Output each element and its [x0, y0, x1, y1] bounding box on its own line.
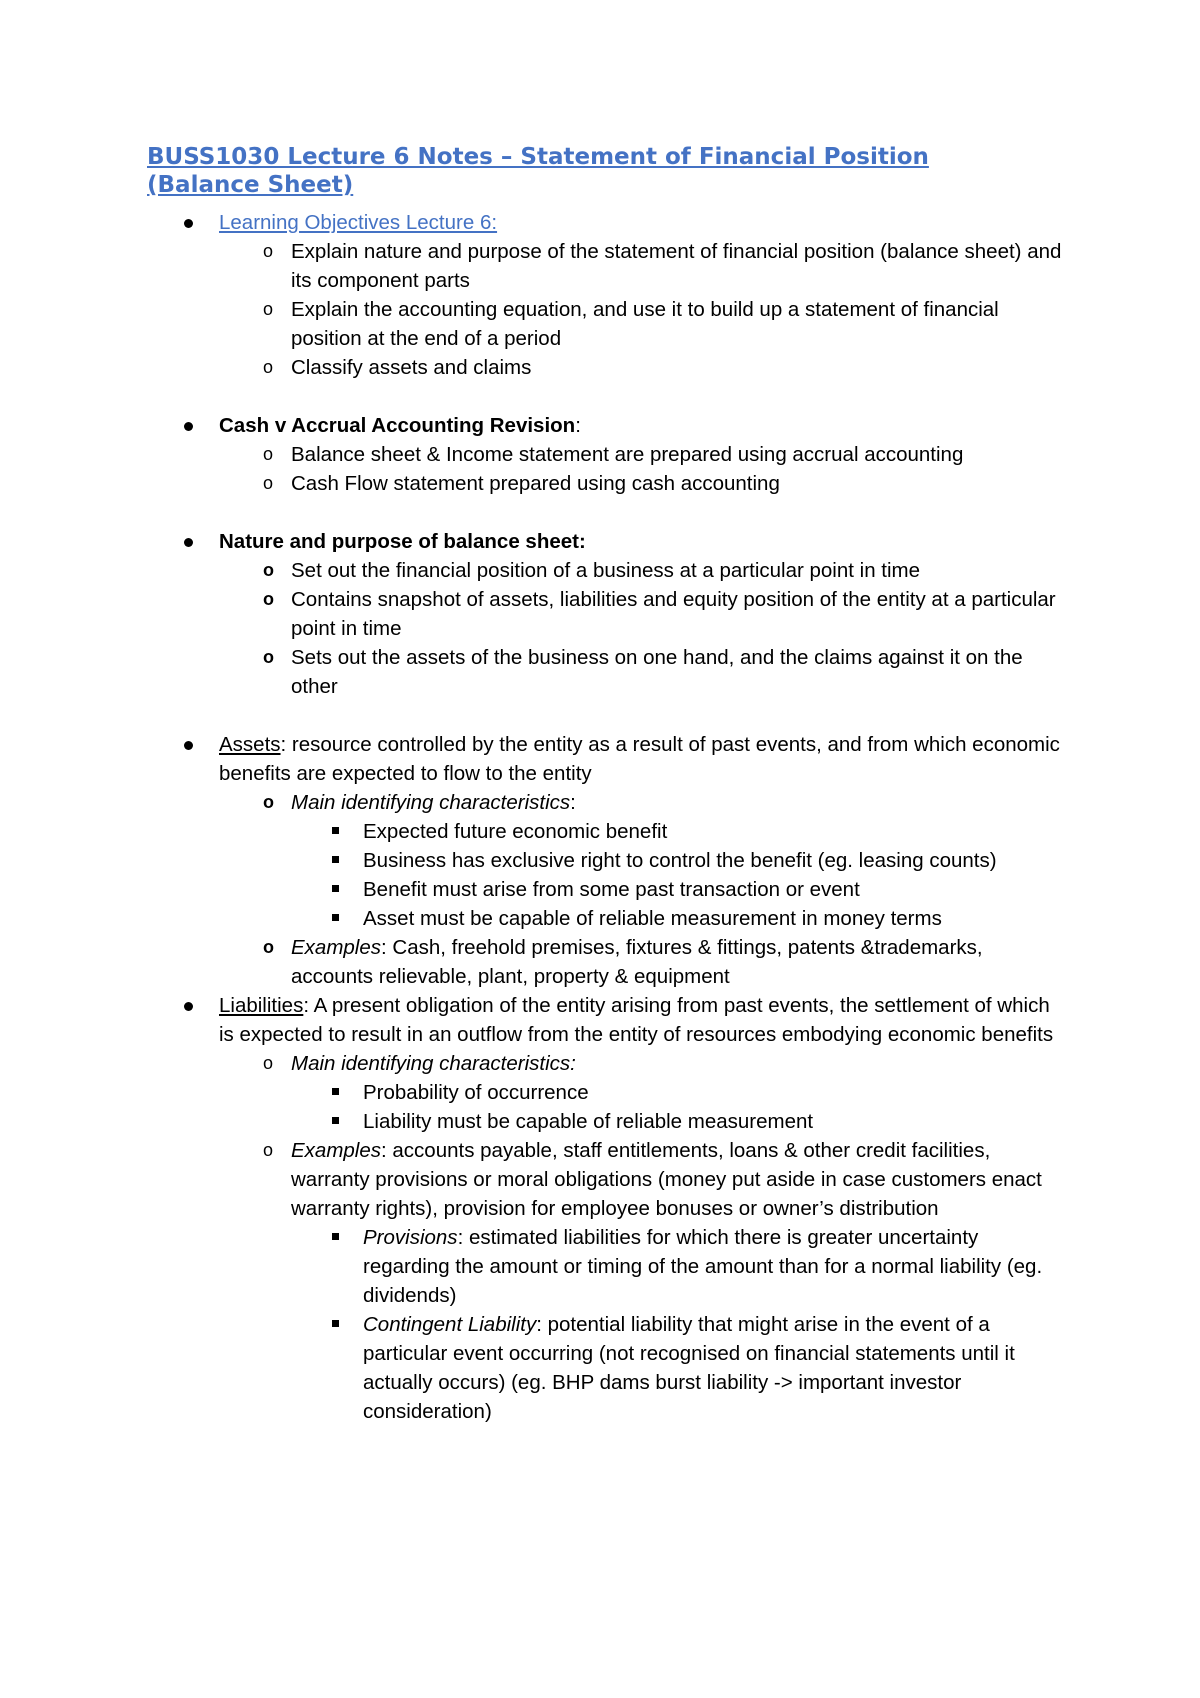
bullet-disc-icon	[184, 219, 193, 228]
list-item: Expected future economic benefit	[291, 817, 1070, 846]
hollow-circle-bullet-icon: o	[263, 560, 274, 580]
bullet-disc-icon	[184, 741, 193, 750]
assets-characteristics-list	[291, 817, 1070, 933]
objectives-heading-link[interactable]: Learning Objectives Lecture 6:	[219, 211, 498, 234]
list-item: o Classify assets and claims	[219, 353, 1070, 382]
hollow-circle-bullet-icon: o	[263, 444, 274, 464]
hollow-circle-bullet-icon: o	[263, 937, 274, 957]
list-item: o Contains snapshot of assets, liabilities and equity position of the entity at a particular point in time	[219, 585, 1070, 643]
list-item: o Main identifying characteristics: Probability of occurrence Liability must be capable of reliable measurement	[219, 1049, 1070, 1136]
hollow-circle-bullet-icon: o	[263, 1053, 274, 1073]
liabilities-characteristics-list	[291, 1078, 1070, 1136]
hollow-circle-bullet-icon: o	[263, 241, 274, 261]
list-item-cash-accrual: Cash v Accrual Accounting Revision: o Balance sheet & Income statement are prepared using accrual accounting o Cash Flow statement prepared using cash accounting	[0, 411, 1200, 527]
list-item-objectives	[0, 208, 1200, 411]
assets-sublist	[219, 788, 1070, 991]
list-item: o Explain the accounting equation, and use it to build up a statement of financial position at the end of a period	[219, 295, 1070, 353]
list-item: Probability of occurrence	[291, 1078, 1070, 1107]
square-bullet-icon	[332, 1233, 339, 1240]
nature-sublist	[219, 556, 1070, 701]
square-bullet-icon	[332, 885, 339, 892]
list-item: o Examples: Cash, freehold premises, fixtures & fittings, patents &trademarks, accounts relievable, plant, property & equipment	[219, 933, 1070, 991]
list-item-assets	[0, 730, 1200, 991]
list-item: Liability must be capable of reliable measurement	[291, 1107, 1070, 1136]
list-item: Asset must be capable of reliable measurement in money terms	[291, 904, 1070, 933]
list-item: Benefit must arise from some past transaction or event	[291, 875, 1070, 904]
list-item: Contingent Liability: potential liability that might arise in the event of a particular event occurring (not recognised on financial statements until it actually occurs) (eg. BHP dams burst liability -> important investor consideration)	[291, 1310, 1070, 1426]
square-bullet-icon	[332, 1088, 339, 1095]
top-level-list	[0, 208, 1200, 1426]
list-item: o Explain nature and purpose of the statement of financial position (balance sheet) and its component parts	[219, 237, 1070, 295]
hollow-circle-bullet-icon: o	[263, 589, 274, 609]
hollow-circle-bullet-icon: o	[263, 792, 274, 812]
square-bullet-icon	[332, 914, 339, 921]
cash-accrual-heading: Cash v Accrual Accounting Revision	[219, 414, 576, 437]
nature-heading: Nature and purpose of balance sheet:	[219, 530, 586, 553]
list-item: o Balance sheet & Income statement are prepared using accrual accounting	[219, 440, 1070, 469]
liabilities-examples-list	[291, 1223, 1070, 1426]
hollow-circle-bullet-icon: o	[263, 647, 274, 667]
liabilities-sublist	[219, 1049, 1070, 1426]
assets-definition: : resource controlled by the entity as a result of past events, and from which economic benefits are expected to flow to the entity	[219, 733, 1060, 785]
list-item: o Sets out the assets of the business on one hand, and the claims against it on the other	[219, 643, 1070, 701]
assets-term: Assets	[219, 733, 281, 756]
liabilities-definition: : A present obligation of the entity arising from past events, the settlement of which is expected to result in an outflow from the entity of resources embodying economic benefits	[219, 994, 1054, 1046]
hollow-circle-bullet-icon: o	[263, 473, 274, 493]
objectives-sublist	[219, 237, 1070, 382]
list-item-nature	[0, 527, 1200, 730]
list-item: o Cash Flow statement prepared using cash accounting	[219, 469, 1070, 498]
square-bullet-icon	[332, 827, 339, 834]
square-bullet-icon	[332, 1117, 339, 1124]
list-item-liabilities	[0, 991, 1200, 1426]
list-item: Provisions: estimated liabilities for which there is greater uncertainty regarding the amount or timing of the amount than for a normal liability (eg. dividends)	[291, 1223, 1070, 1310]
page-title: BUSS1030 Lecture 6 Notes – Statement of Financial Position (Balance Sheet)	[147, 144, 929, 198]
liabilities-term: Liabilities	[219, 994, 304, 1017]
square-bullet-icon	[332, 856, 339, 863]
cash-accrual-sublist	[219, 440, 1070, 498]
notes-body	[0, 208, 1200, 1426]
hollow-circle-bullet-icon: o	[263, 1140, 274, 1160]
list-item: Business has exclusive right to control the benefit (eg. leasing counts)	[291, 846, 1070, 875]
square-bullet-icon	[332, 1320, 339, 1327]
bullet-disc-icon	[184, 422, 193, 431]
hollow-circle-bullet-icon: o	[263, 299, 274, 319]
bullet-disc-icon	[184, 538, 193, 547]
list-item: o Main identifying characteristics: Expected future economic benefit Business has exclusive right to control the benefit (eg. leasing counts) Benefit must arise from some past transaction or event Asset must be capable of reliable measurement in money terms	[219, 788, 1070, 933]
list-item: o Examples: accounts payable, staff entitlements, loans & other credit facilities, warranty provisions or moral obligations (money put aside in case customers enact warranty rights), provision for employee bonuses or owner’s distribution Provisions: estimated liabilities for which there is greater uncertainty regarding the amount or timing of the amount than for a normal liability (eg. dividends) Contingent Liability: potential liability that might arise in the event of a particular event occurring (not recognised on financial statements until it actually occurs) (eg. BHP dams burst liability -> important investor consideration)	[219, 1136, 1070, 1426]
hollow-circle-bullet-icon: o	[263, 357, 274, 377]
bullet-disc-icon	[184, 1002, 193, 1011]
list-item: o Set out the financial position of a business at a particular point in time	[219, 556, 1070, 585]
